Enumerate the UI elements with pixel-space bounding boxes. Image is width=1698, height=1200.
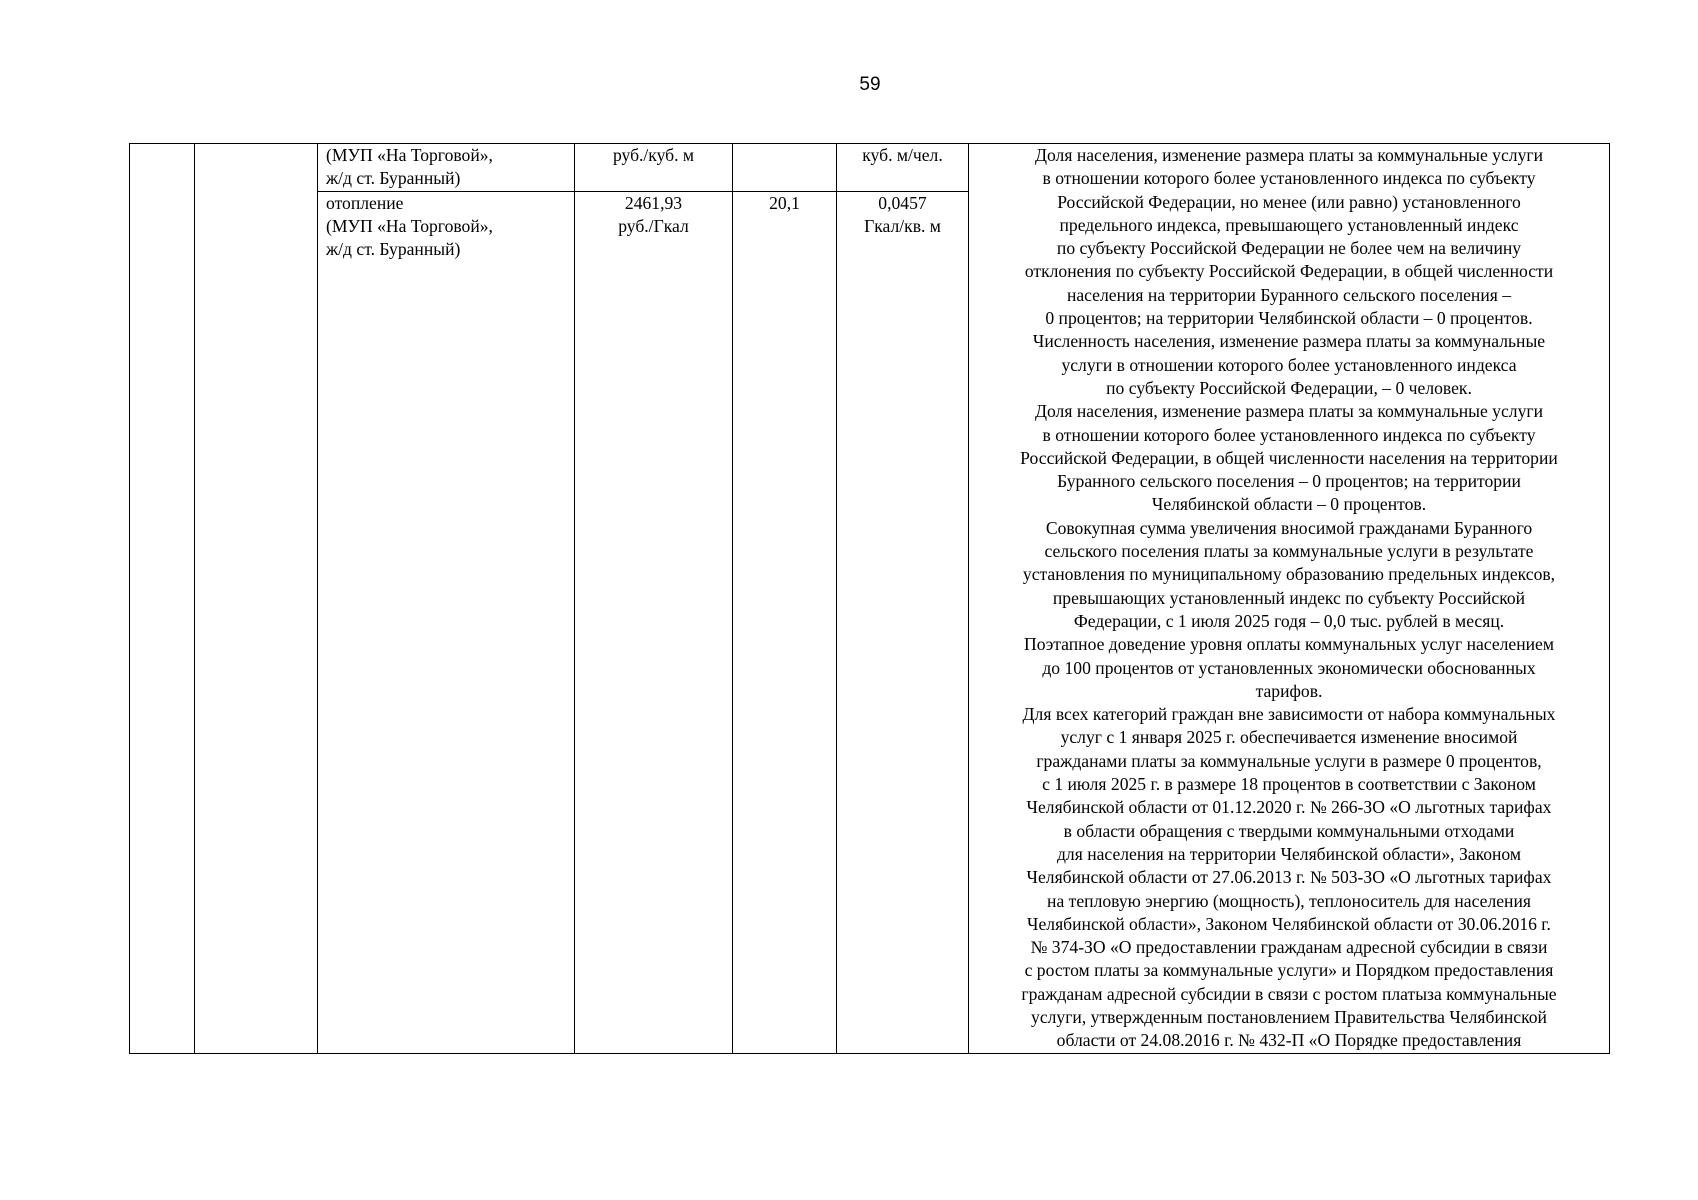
description-line: 0 процентов; на территории Челябинской области – 0 процентов. <box>1045 308 1533 329</box>
description-line: превышающих установленный индекс по субъекту Российской <box>1052 587 1526 608</box>
service-line: ж/д ст. Буранный) <box>326 239 461 260</box>
service-line: (МУП «На Торговой», <box>326 145 493 165</box>
description-line: предельного индекса, превышающего установленный индекс <box>1059 214 1519 235</box>
description-cell <box>969 144 1610 1054</box>
description-line: с 1 июля 2025 г. в размере 18 процентов в соответствии с Законом <box>1042 774 1536 795</box>
service-line: отопление <box>326 192 404 213</box>
description-line: Для всех категорий граждан вне зависимости от набора коммунальных <box>1022 704 1556 725</box>
tariff-line: 2461,93 <box>624 192 683 213</box>
description-line: услуг с 1 января 2025 г. обеспечивается изменение вносимой <box>1060 727 1518 748</box>
service-cell <box>318 144 575 192</box>
norm-cell <box>837 191 969 1053</box>
description-line: № 374-ЗО «О предоставлении гражданам адресной субсидии в связи <box>1030 937 1548 958</box>
norm-line: 0,0457 <box>878 192 927 213</box>
description-line: Российской Федерации, в общей численности населения на территории <box>1020 447 1558 468</box>
description-line: Поэтапное доведение уровня оплаты коммунальных услуг населением <box>1024 634 1554 655</box>
description-line: населения на территории Буранного сельского поселения – <box>1066 284 1512 305</box>
service-cell <box>318 191 575 1053</box>
description-line: Федерации, с 1 июля 2025 годя – 0,0 тыс. рублей в месяц. <box>1073 610 1505 631</box>
tariff-cell <box>575 144 733 192</box>
description-line: отклонения по субъекту Российской Федерации, в общей численности <box>1024 261 1554 282</box>
col-municipality-cell <box>195 144 318 1054</box>
description-line: услуги в отношении которого более установленного индекса <box>1061 354 1517 375</box>
description-line: гражданам адресной субсидии в связи с ростом платыза коммунальные <box>1021 983 1557 1004</box>
description-line: до 100 процентов от установленных экономически обоснованных <box>1042 657 1536 678</box>
description-line: Челябинской области», Законом Челябинской области от 30.06.2016 г. <box>1027 913 1551 934</box>
description-line: Челябинской области от 27.06.2013 г. № 503-ЗО «О льготных тарифах <box>1026 867 1552 888</box>
description-line: Совокупная сумма увеличения вносимой гражданами Буранного <box>1045 517 1533 538</box>
norm-line: куб. м/чел. <box>862 145 943 165</box>
norm-cell <box>837 144 969 192</box>
description-line: Челябинской области от 01.12.2020 г. № 266-ЗО «О льготных тарифах <box>1026 797 1552 818</box>
description-line: в отношении которого более установленного индекса по субъекту <box>1042 168 1536 189</box>
description-line: для населения на территории Челябинской области», Законом <box>1056 843 1522 864</box>
description-line: гражданами платы за коммунальные услуги в размере 0 процентов, <box>1036 750 1542 771</box>
description-line: Численность населения, изменение размера платы за коммунальные <box>1032 331 1546 352</box>
description-line: Российской Федерации, но менее (или равно) установленного <box>1057 191 1521 212</box>
description-line: сельского поселения платы за коммунальные услуги в результате <box>1044 541 1534 562</box>
col-number-cell <box>130 144 195 1054</box>
description-line: Доля населения, изменение размера платы за коммунальные услуги <box>1034 401 1543 422</box>
description-line: услуги, утвержденным постановлением Правительства Челябинской <box>1031 1006 1547 1027</box>
percent-cell <box>733 191 837 1053</box>
description-line: на тепловую энергию (мощность), теплоноситель для населения <box>1047 890 1531 911</box>
norm-line: Гкал/кв. м <box>864 215 941 236</box>
description-line: в области обращения с твердыми коммунальными отходами <box>1063 820 1515 841</box>
service-line: (МУП «На Торговой», <box>326 215 493 236</box>
description-line: Буранного сельского поселения – 0 процентов; на территории <box>1057 471 1521 492</box>
description-line: Доля населения, изменение размера платы за коммунальные услуги <box>1034 145 1543 165</box>
tariff-table <box>129 143 1610 1054</box>
description-line: Челябинской области – 0 процентов. <box>1151 494 1427 515</box>
description-line: по субъекту Российской Федерации не более чем на величину <box>1056 238 1522 259</box>
description-line: установления по муниципальному образованию предельных индексов, <box>1022 564 1556 585</box>
page-number: 59 <box>859 74 881 95</box>
percent-cell <box>733 144 837 192</box>
percent-value: 20,1 <box>769 192 800 213</box>
description-line: тарифов. <box>1255 680 1323 701</box>
tariff-line: руб./куб. м <box>612 145 695 165</box>
description-line: по субъекту Российской Федерации, – 0 человек. <box>1106 377 1472 398</box>
tariff-cell <box>575 191 733 1053</box>
table-row <box>130 144 1610 192</box>
description-line: области от 24.08.2016 г. № 432-П «О Порядке предоставления <box>1056 1030 1522 1051</box>
description-line: с ростом платы за коммунальные услуги» и Порядком предоставления <box>1024 960 1554 981</box>
tariff-line: руб./Гкал <box>618 215 689 236</box>
service-line: ж/д ст. Буранный) <box>326 168 461 189</box>
description-line: в отношении которого более установленного индекса по субъекту <box>1042 424 1536 445</box>
